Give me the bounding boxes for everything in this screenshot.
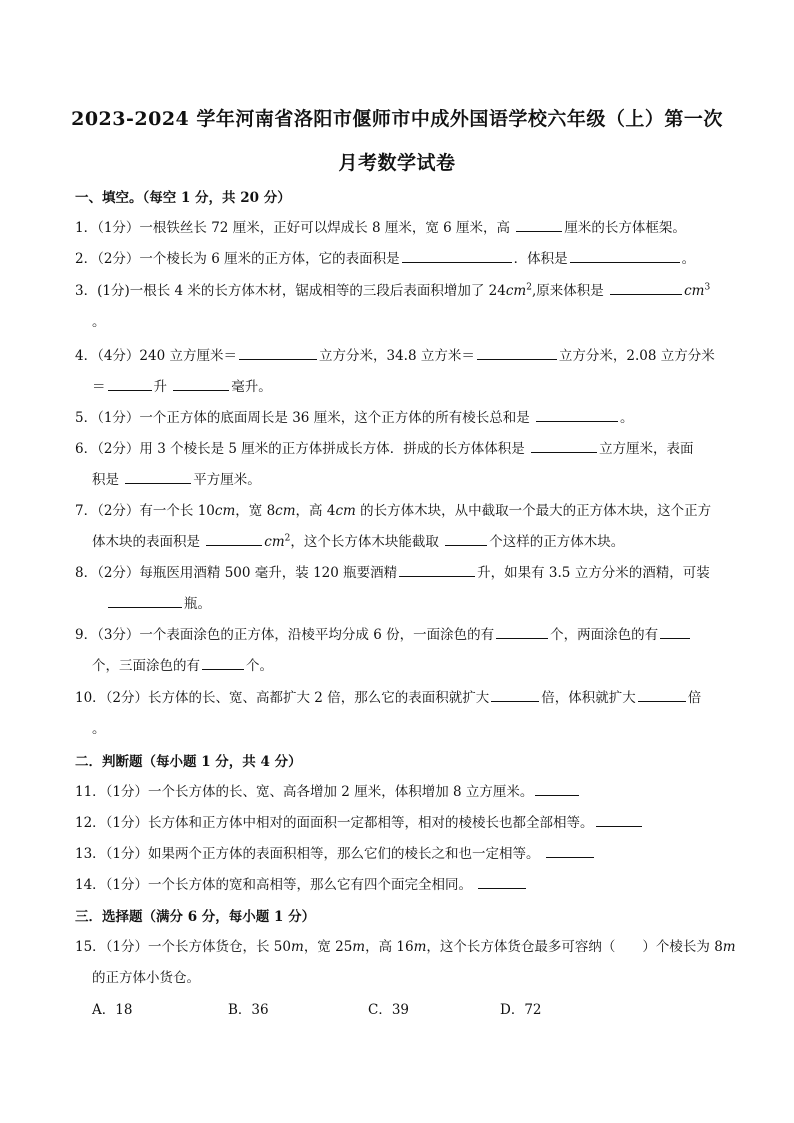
- answer-blank[interactable]: [535, 783, 579, 796]
- question-10-continued: 。: [92, 721, 106, 737]
- answer-blank[interactable]: [445, 533, 487, 546]
- answer-blank[interactable]: [399, 564, 475, 577]
- answer-blank[interactable]: [478, 876, 526, 889]
- question-12: 12．（1分）长方体和正方体中相对的面面积一定都相等，相对的棱棱长也都全部相等。: [75, 811, 644, 831]
- answer-blank[interactable]: [610, 282, 682, 295]
- answer-blank[interactable]: [596, 814, 642, 827]
- option-c[interactable]: C．39: [368, 1002, 410, 1018]
- question-3: 3．(1分)一根长 4 米的长方体木材，锯成相等的三段后表面积增加了 $24cm^2$,原来体积是 $cm^3$: [75, 282, 711, 299]
- answer-blank[interactable]: [491, 689, 539, 702]
- question-3-continued: 。: [92, 314, 106, 330]
- question-6: 6．（2分）用 3 个棱长是 5 厘米的正方体拼成长方体．拼成的长方体体积是 立方厘米，表面: [75, 441, 694, 457]
- question-4-continued: ＝ 升 毫升。: [92, 379, 272, 395]
- answer-blank[interactable]: [239, 347, 317, 360]
- question-14: 14．（1分）一个长方体的宽和高相等，那么它有四个面完全相同。: [75, 873, 528, 893]
- answer-blank[interactable]: [496, 626, 548, 639]
- question-1: 1．（1分）一根铁丝长 72 厘米，正好可以焊成长 8 厘米，宽 6 厘米，高 厘米的长方体框架。: [75, 220, 686, 236]
- answer-blank[interactable]: [531, 440, 597, 453]
- question-6-continued: 积是 平方厘米。: [92, 472, 261, 488]
- answer-blank[interactable]: [125, 471, 191, 484]
- question-10: 10．（2分）长方体的长、宽、高都扩大 2 倍，那么它的表面积就扩大 倍，体积就扩大 倍: [75, 690, 702, 706]
- answer-blank[interactable]: [206, 533, 262, 546]
- section-choice-heading: 三．选择题（满分 6 分，每小题 1 分）: [75, 909, 316, 925]
- question-2: 2．（2分）一个棱长为 6 厘米的正方体，它的表面积是 ．体积是 。: [75, 251, 696, 267]
- option-d[interactable]: D．72: [500, 1002, 542, 1018]
- section-judge-heading: 二．判断题（每小题 1 分，共 4 分）: [75, 754, 302, 770]
- answer-blank[interactable]: [108, 595, 182, 608]
- question-15-continued: 的正方体小货仓。: [92, 970, 200, 986]
- answer-blank[interactable]: [546, 845, 594, 858]
- answer-blank[interactable]: [516, 219, 562, 232]
- answer-blank[interactable]: [660, 626, 690, 639]
- question-9-continued: 个，三面涂色的有 个。: [92, 658, 273, 674]
- exam-title-line2: 月考数学试卷: [338, 152, 456, 174]
- answer-blank[interactable]: [108, 378, 152, 391]
- question-7: 7．（2分）有一个长 10cm，宽 8cm，高 4cm 的长方体木块，从中截取一个最大的正方体木块，这个正方: [75, 503, 712, 519]
- option-a[interactable]: A．18: [92, 1002, 133, 1018]
- answer-blank[interactable]: [202, 657, 244, 670]
- question-7-continued: 体木块的表面积是 $cm^2$，这个长方体木块能截取 个这样的正方体木块。: [92, 533, 625, 550]
- answer-blank[interactable]: [570, 250, 680, 263]
- question-15: 15．（1分）一个长方体货仓，长 50m，宽 25m，高 16m，这个长方体货仓最多可容纳（ ）个棱长为 8m: [75, 939, 736, 955]
- answer-blank[interactable]: [173, 378, 229, 391]
- question-8: 8．（2分）每瓶医用酒精 500 毫升，装 120 瓶要酒精 升，如果有 3.5 立方分米的酒精，可装: [75, 565, 710, 581]
- question-8-continued: 瓶。: [106, 592, 211, 612]
- question-5: 5．（1分）一个正方体的底面周长是 36 厘米，这个正方体的所有棱长总和是 。: [75, 410, 634, 426]
- question-11: 11．（1分）一个长方体的长、宽、高各增加 2 厘米，体积增加 8 立方厘米。: [75, 780, 581, 800]
- answer-blank[interactable]: [402, 250, 512, 263]
- answer-blank[interactable]: [536, 409, 618, 422]
- question-4: 4．（4分）240 立方厘米＝ 立方分米，34.8 立方米＝ 立方分米，2.08 立方分米: [75, 348, 715, 364]
- option-b[interactable]: B．36: [228, 1002, 269, 1018]
- answer-blank[interactable]: [638, 689, 686, 702]
- exam-title-line1: 2023-2024 学年河南省洛阳市偃师市中成外国语学校六年级（上）第一次: [71, 108, 723, 130]
- question-9: 9．（3分）一个表面涂色的正方体，沿棱平均分成 6 份，一面涂色的有 个，两面涂色的有: [75, 623, 692, 643]
- answer-blank[interactable]: [477, 347, 557, 360]
- section-fill-heading: 一、填空。（每空 1 分，共 20 分）: [75, 190, 291, 206]
- question-13: 13．（1分）如果两个正方体的表面积相等，那么它们的棱长之和也一定相等。: [75, 842, 596, 862]
